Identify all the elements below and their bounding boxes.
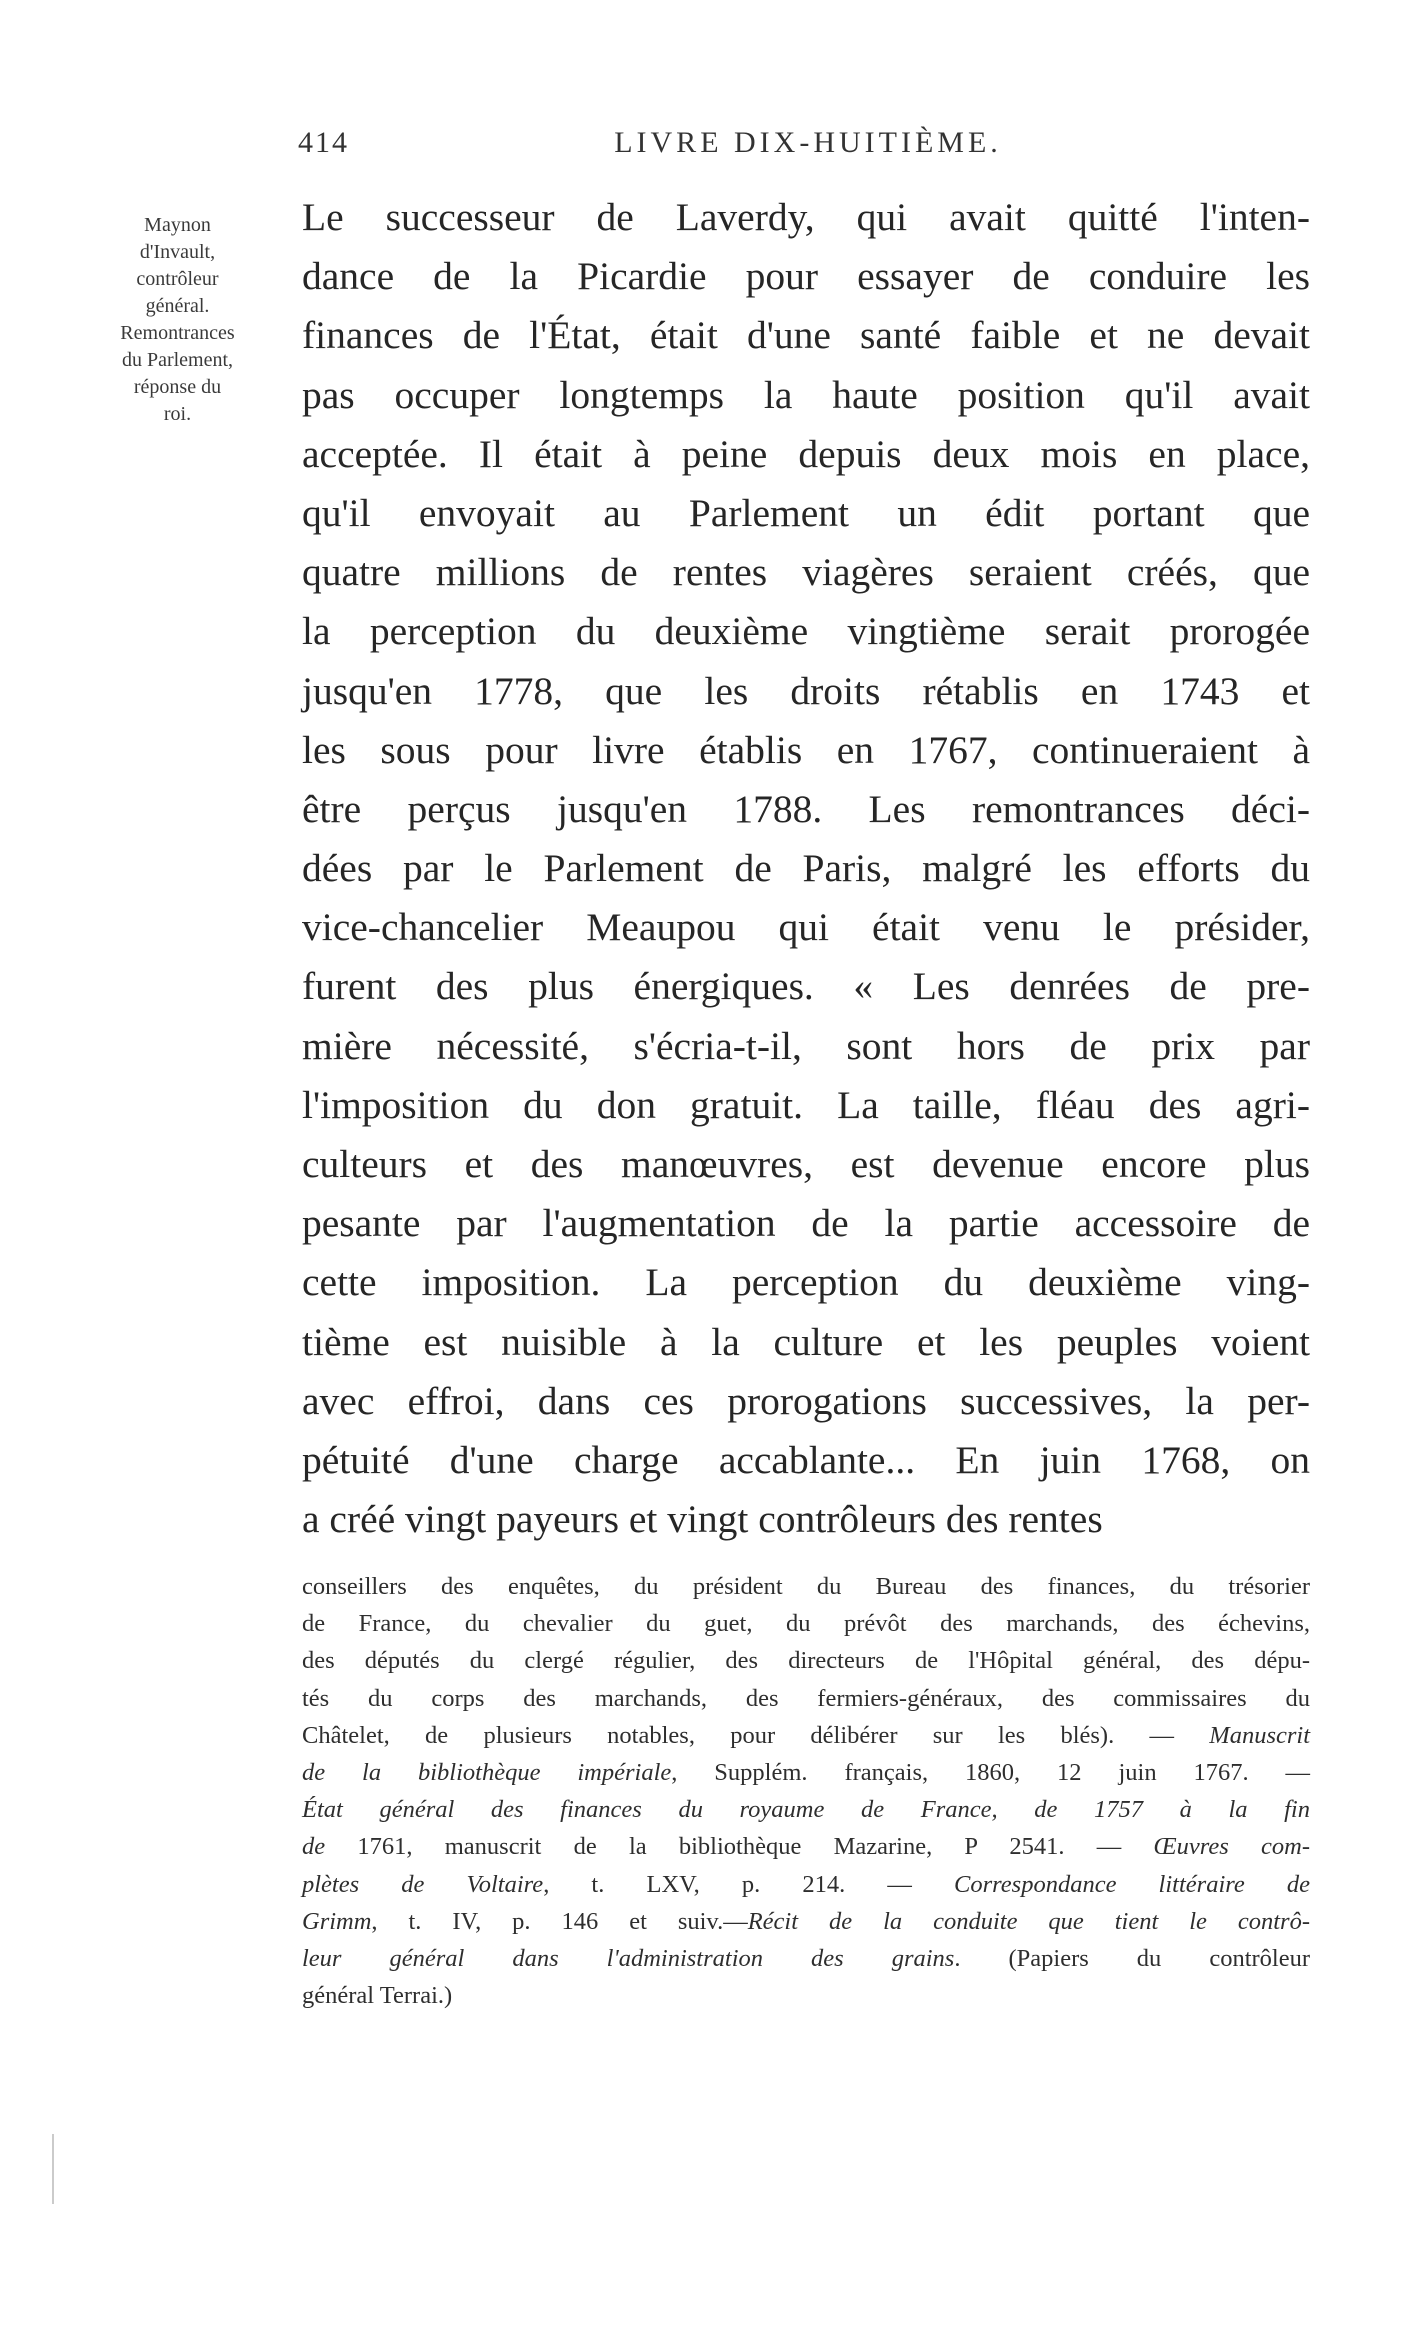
text-line: Le successeur de Laverdy, qui avait quitté l'inten-	[302, 195, 1310, 239]
footnote-line	[302, 1568, 1310, 1605]
margin-note-line: Maynon	[144, 214, 211, 236]
text-line: pas occuper longtemps la haute position qu'il avait	[302, 372, 1310, 417]
text-line: l'imposition du don gratuit. La taille, fléau des agri-	[302, 1082, 1310, 1127]
text-line: tième est nuisible à la culture et les peuples voient	[302, 1319, 1310, 1364]
text-line: furent des plus énergiques. « Les denrées de pre-	[302, 964, 1310, 1009]
footnote-line	[302, 1828, 1310, 1865]
footnote-text: , t. LXV, p. 214. —	[543, 1870, 955, 1898]
footnote	[302, 1568, 1310, 2014]
footnote-text: , t. IV, p. 146 et suiv.—	[371, 1907, 748, 1935]
text-line: jusqu'en 1778, que les droits rétablis en 1743 et	[302, 668, 1310, 713]
margin-note-line: général.	[145, 295, 210, 317]
margin-note-line: d'Invault,	[139, 241, 216, 263]
footnote-citation: Œuvres com-	[1153, 1833, 1310, 1861]
footnote-text: 1761, manuscrit de la bibliothèque Mazarine, P 2541. —	[325, 1833, 1154, 1861]
footnote-citation: Manuscrit	[1209, 1721, 1310, 1749]
footnote-line	[302, 1940, 1310, 1977]
footnote-line	[302, 1903, 1310, 1940]
footnote-text: conseillers des enquêtes, du président du Bureau des finances, du trésorier	[302, 1573, 1310, 1600]
footnote-line	[302, 1791, 1310, 1828]
margin-note-line: Remontrances	[120, 322, 235, 344]
footnote-text: de France, du chevalier du guet, du prévôt des marchands, des échevins,	[302, 1610, 1310, 1638]
text-line: finances de l'État, était d'une santé faible et ne devait	[302, 313, 1310, 358]
footnote-text: . (Papiers du contrôleur	[954, 1944, 1311, 1972]
text-line: dées par le Parlement de Paris, malgré les efforts du	[302, 846, 1310, 891]
text-line: avec effroi, dans ces prorogations successives, la per-	[302, 1378, 1310, 1423]
page-number: 414	[298, 126, 349, 159]
footnote-line	[302, 1977, 1310, 2014]
footnote-citation: Récit de la conduite que tient le contrô-	[747, 1907, 1310, 1935]
text-line: être perçus jusqu'en 1788. Les remontrances déci-	[302, 786, 1310, 831]
text-line: pesante par l'augmentation de la partie accessoire de	[302, 1201, 1310, 1246]
margin-note-line: contrôleur	[136, 268, 219, 290]
footnote-citation: de	[302, 1833, 326, 1861]
footnote-line	[302, 1754, 1310, 1791]
footnote-line	[302, 1642, 1310, 1679]
footnote-citation: Correspondance littéraire de	[954, 1870, 1310, 1898]
text-line: mière nécessité, s'écria-t-il, sont hors de prix par	[302, 1023, 1310, 1068]
footnote-citation: leur général dans l'administration des grains	[302, 1944, 955, 1972]
text-line: vice-chancelier Meaupou qui était venu le présider,	[302, 905, 1310, 950]
margin-note-line: du Parlement,	[121, 349, 234, 371]
footnote-citation: de la bibliothèque impériale	[302, 1758, 672, 1786]
text-line: qu'il envoyait au Parlement un édit portant que	[302, 490, 1310, 535]
margin-note	[70, 212, 285, 428]
text-line: acceptée. Il était à peine depuis deux mois en place,	[302, 431, 1310, 476]
footnote-citation: État général des finances du royaume de France, de 1757 à la fin	[302, 1796, 1310, 1824]
page-header	[298, 126, 1318, 172]
footnote-text: général Terrai.)	[302, 1982, 453, 2010]
main-text	[302, 188, 1310, 1549]
margin-note-line: roi.	[163, 403, 192, 425]
footnote-text: , Supplém. français, 1860, 12 juin 1767. —	[671, 1758, 1310, 1786]
text-line: culteurs et des manœuvres, est devenue encore plus	[302, 1142, 1310, 1186]
text-line: quatre millions de rentes viagères seraient créés, que	[302, 550, 1310, 595]
text-line: dance de la Picardie pour essayer de conduire les	[302, 254, 1310, 299]
text-line: pétuité d'une charge accablante... En juin 1768, on	[302, 1437, 1310, 1482]
text-line: la perception du deuxième vingtième serait prorogée	[302, 609, 1310, 654]
footnote-text: des députés du clergé régulier, des directeurs de l'Hôpital général, des dépu-	[302, 1647, 1310, 1675]
footnote-text: Châtelet, de plusieurs notables, pour délibérer sur les blés). —	[302, 1721, 1210, 1749]
margin-note-line: réponse du	[133, 376, 222, 398]
running-title: LIVRE DIX-HUITIÈME.	[614, 126, 1002, 159]
footnote-line	[302, 1605, 1310, 1642]
text-line: a créé vingt payeurs et vingt contrôleurs des rentes	[302, 1497, 1103, 1542]
footnote-line	[302, 1866, 1310, 1903]
footnote-text: tés du corps des marchands, des fermiers-généraux, des commissaires du	[302, 1684, 1310, 1712]
footnote-line	[302, 1717, 1310, 1754]
text-line: les sous pour livre établis en 1767, continueraient à	[302, 727, 1310, 772]
footnote-line	[302, 1680, 1310, 1717]
footnote-citation: plètes de Voltaire	[302, 1870, 544, 1898]
footnote-citation: Grimm	[302, 1907, 372, 1935]
binding-mark	[52, 2134, 58, 2204]
text-line: cette imposition. La perception du deuxième ving-	[302, 1260, 1310, 1305]
